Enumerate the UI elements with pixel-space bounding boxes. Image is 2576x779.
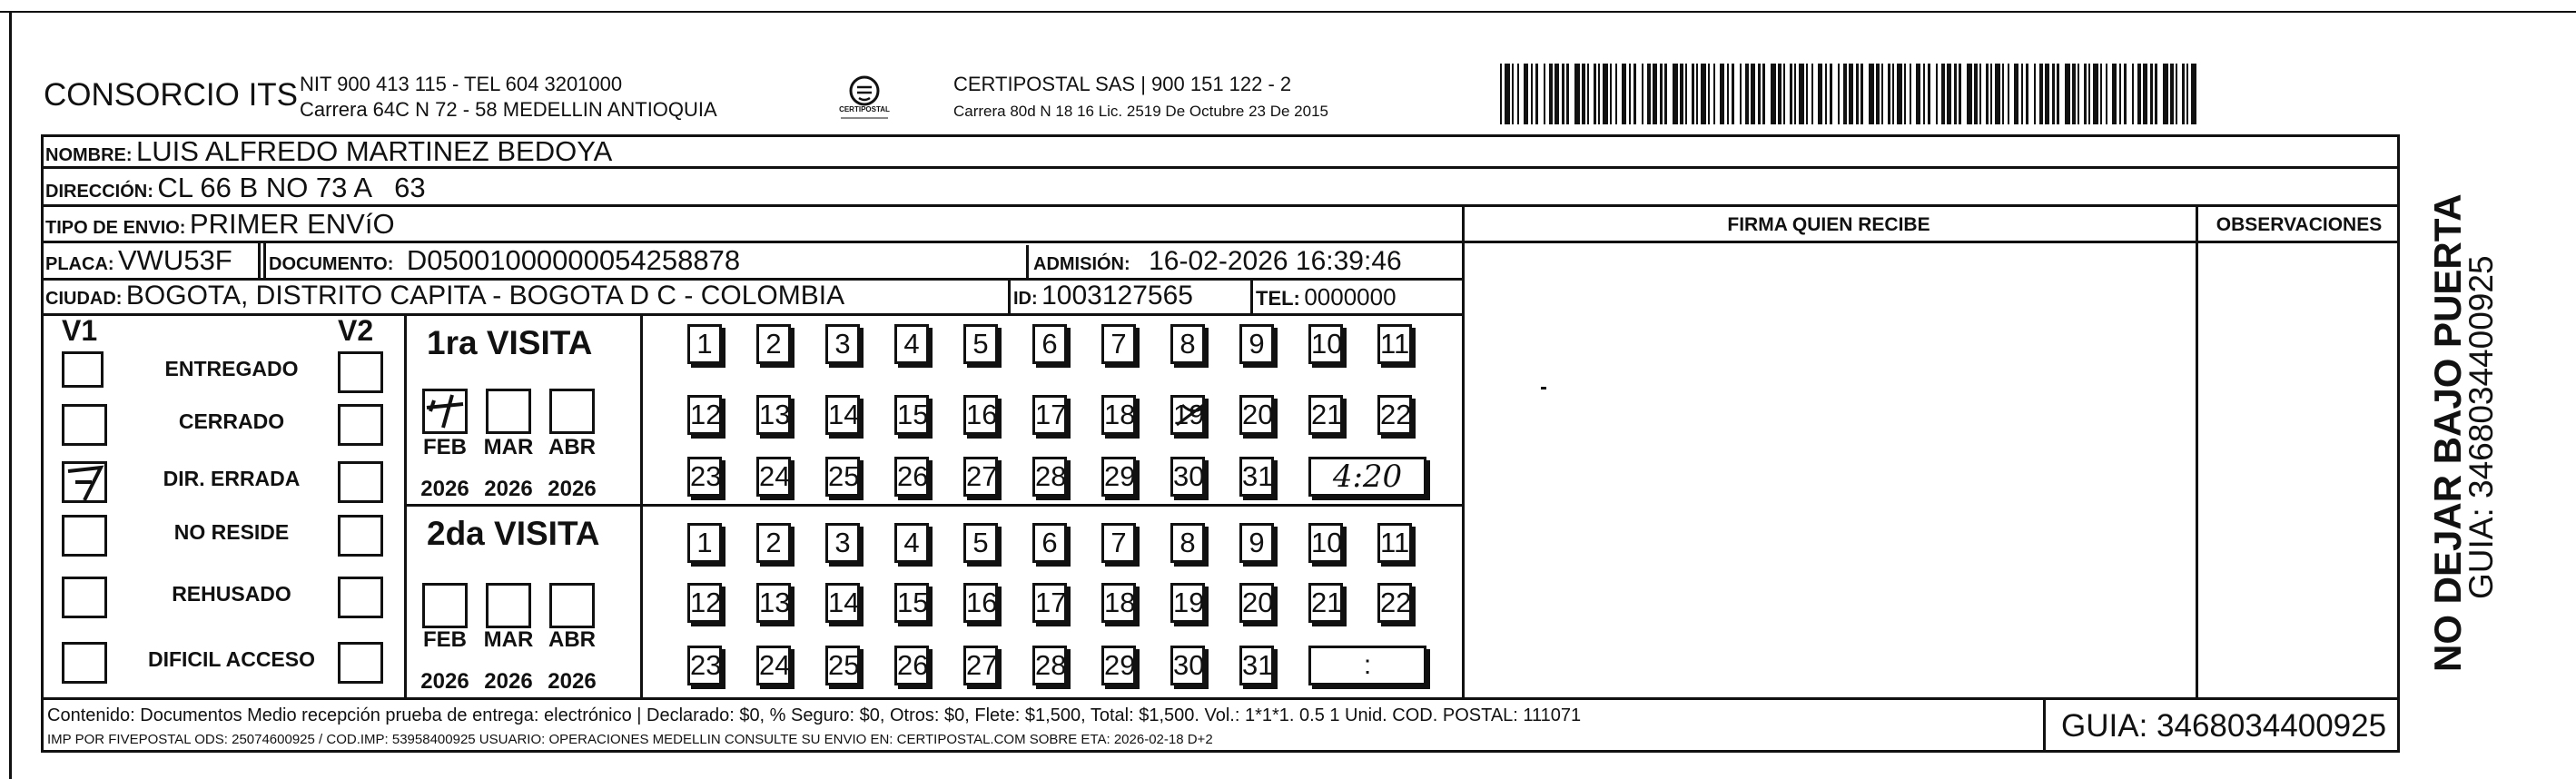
barcode-bar — [1995, 64, 2000, 124]
barcode-bar — [2078, 64, 2079, 124]
barcode-bar — [1574, 64, 1580, 124]
barcode-bar — [1622, 64, 1626, 124]
barcode-bar — [1535, 64, 1538, 124]
barcode-bar — [1778, 64, 1781, 124]
barcode-graphic — [1498, 64, 2202, 124]
day-box[interactable]: 8 — [1170, 324, 1205, 364]
cell-divider — [1250, 278, 1253, 313]
day-box[interactable]: 12 — [687, 395, 722, 435]
firma-header: FIRMA QUIEN RECIBE — [1727, 214, 1930, 235]
footer-imp: IMP POR FIVEPOSTAL ODS: 25074600925 / COD.IMP: 53958400925 USUARIO: OPERACIONES MEDELLIN CONSULTE SU ENVIO EN: CERTIPOSTAL.COM SOBRE ETA: 2026-02-18 D+2 — [47, 732, 1213, 747]
barcode-bar — [1916, 64, 1920, 124]
top-border — [0, 11, 2576, 13]
barcode-bar — [1720, 64, 1724, 124]
barcode-bar — [1974, 64, 1978, 124]
barcode-bar — [1818, 64, 1822, 124]
day-box[interactable]: 29 — [1101, 646, 1136, 685]
month-checkbox[interactable] — [486, 583, 531, 628]
row-divider — [41, 204, 2400, 207]
day-box[interactable]: 23 — [687, 457, 722, 497]
day-box[interactable]: 31 — [1239, 646, 1274, 685]
day-box[interactable]: 27 — [963, 457, 998, 497]
second-visit-title: 2da VISITA — [427, 515, 600, 552]
day-box[interactable]: 25 — [825, 646, 860, 685]
barcode-bar — [1881, 64, 1883, 124]
day-box[interactable]: 5 — [963, 324, 998, 364]
barcode-bar — [1904, 64, 1906, 124]
barcode-bar — [1888, 64, 1890, 124]
barcode-bar — [1562, 64, 1564, 124]
day-box[interactable]: 13 — [756, 395, 791, 435]
tipo-row — [45, 208, 395, 241]
day-box[interactable]: 1 — [687, 523, 722, 563]
nombre-row — [45, 135, 612, 168]
id-value: 1003127565 — [1041, 281, 1193, 311]
month-label: MAR — [483, 435, 534, 459]
barcode-bar — [1843, 64, 1847, 124]
nombre-label: NOMBRE: — [45, 145, 133, 165]
barcode-bar — [1910, 64, 1911, 124]
year-label: 2026 — [420, 477, 469, 501]
footer-contents: Contenido: Documentos Medio recepción prueba de entrega: electrónico | Declarado: $0, % Seguro: $0, Otros: $0, Flete: $1,500, Total: $1,500. Vol.: 1*1*1. 0.5 1 Unid. COD. POSTAL: 111071 — [47, 705, 1582, 725]
certipostal-logo-icon — [834, 71, 895, 125]
barcode-bar — [1701, 64, 1706, 124]
admision-cell — [1033, 246, 1402, 277]
footer-guia-divider — [2043, 697, 2046, 753]
month-label: ABR — [548, 627, 596, 652]
barcode-bar — [2186, 64, 2188, 124]
day-box[interactable]: 16 — [963, 395, 998, 435]
day-box[interactable]: 22 — [1377, 395, 1412, 435]
barcode-bar — [1680, 64, 1683, 124]
firma-divider — [1462, 204, 1465, 697]
barcode-bar — [2039, 64, 2043, 124]
placa-value: VWU53F — [118, 244, 232, 276]
tipo-label: TIPO DE ENVIO: — [45, 218, 186, 238]
company-line-1: NIT 900 413 115 - TEL 604 3201000 — [300, 73, 623, 95]
barcode-bar — [1582, 64, 1585, 124]
day-box[interactable]: 4 — [894, 523, 929, 563]
barcode-bar — [1692, 64, 1694, 124]
year-label: 2026 — [548, 669, 597, 694]
ciudad-label: CIUDAD: — [45, 289, 123, 309]
pen-dot — [1541, 387, 1546, 390]
barcode-bar — [1745, 64, 1749, 124]
barcode-bar — [2143, 64, 2147, 124]
barcode-bar — [1876, 64, 1880, 124]
documento-value: D05001000000054258878 — [406, 244, 741, 276]
carrier-line-2: Carrera 80d N 18 16 Lic. 2519 De Octubre 23 De 2015 — [953, 103, 1328, 120]
barcode-bar — [1633, 64, 1636, 124]
barcode-bar — [1740, 64, 1742, 124]
day-box[interactable]: 24 — [756, 457, 791, 497]
year-label: 2026 — [484, 669, 533, 694]
month-label: MAR — [483, 627, 534, 652]
barcode-bar — [2170, 64, 2174, 124]
barcode-bar — [1664, 64, 1667, 124]
day-box[interactable] — [1170, 395, 1205, 435]
barcode-bar — [2150, 64, 2153, 124]
visit-divider — [404, 504, 1462, 507]
day-box[interactable]: 21 — [1308, 583, 1343, 623]
barcode-bar — [1598, 64, 1600, 124]
barcode-bar — [2072, 64, 2076, 124]
month-checkbox[interactable] — [422, 389, 468, 434]
barcode-bar — [1783, 64, 1785, 124]
barcode-bar — [1549, 64, 1553, 124]
month-checkbox[interactable] — [549, 583, 595, 628]
day-box[interactable]: 18 — [1101, 395, 1136, 435]
month-checkbox[interactable] — [486, 389, 531, 434]
status-label: CERRADO — [178, 409, 285, 433]
v2-checkbox[interactable] — [338, 404, 383, 446]
v2-checkbox[interactable] — [338, 515, 383, 557]
status-label: REHUSADO — [172, 582, 291, 606]
direccion-label: DIRECCIÓN: — [45, 182, 153, 202]
barcode-bar — [2182, 64, 2185, 124]
barcode-bar — [1517, 64, 1519, 124]
barcode-bar — [1806, 64, 1808, 124]
barcode-bar — [2112, 64, 2117, 124]
id-cell — [1013, 281, 1193, 311]
day-box[interactable]: 7 — [1101, 324, 1136, 364]
barcode-bar — [2008, 64, 2009, 124]
day-box[interactable]: 1 — [687, 324, 722, 364]
ciudad-cell — [45, 281, 844, 311]
day-box[interactable]: 14 — [825, 395, 860, 435]
day-box[interactable]: 29 — [1101, 457, 1136, 497]
barcode-bar — [2034, 64, 2036, 124]
barcode-bar — [2057, 64, 2059, 124]
documento-label: DOCUMENTO: — [269, 254, 394, 274]
barcode-bar — [2026, 64, 2028, 124]
v1-checkbox[interactable] — [62, 404, 107, 446]
month-checkbox[interactable] — [549, 389, 595, 434]
barcode-bar — [2088, 64, 2090, 124]
day-box[interactable]: 6 — [1032, 523, 1067, 563]
barcode-bar — [2100, 64, 2102, 124]
left-border — [9, 11, 12, 779]
day-box[interactable]: 11 — [1377, 523, 1412, 563]
barcode-bar — [2191, 64, 2196, 124]
barcode-bar — [2124, 64, 2127, 124]
barcode-bar — [1979, 64, 1981, 124]
barcode-bar — [1967, 64, 1972, 124]
barcode-bar — [2155, 64, 2157, 124]
barcode-bar — [2106, 64, 2107, 124]
year-label: 2026 — [548, 477, 597, 501]
barcode-bar — [1856, 64, 1859, 124]
panel-header-line — [1462, 241, 2400, 243]
day-box[interactable]: 17 — [1032, 583, 1067, 623]
barcode-bar — [2052, 64, 2055, 124]
day-box[interactable]: 20 — [1239, 583, 1274, 623]
barcode-bar — [1531, 64, 1533, 124]
day-box[interactable]: 5 — [963, 523, 998, 563]
barcode-bar — [2021, 64, 2023, 124]
direccion-row — [45, 172, 426, 204]
barcode-bar — [1524, 64, 1528, 124]
barcode-bar — [1610, 64, 1612, 124]
barcode-bar — [1869, 64, 1874, 124]
first-visit-title: 1ra VISITA — [427, 324, 593, 361]
barcode-bar — [1947, 64, 1951, 124]
barcode-bar — [1936, 64, 1938, 124]
day-box[interactable]: 18 — [1101, 583, 1136, 623]
barcode-bar — [1544, 64, 1545, 124]
status-label: ENTREGADO — [164, 357, 299, 380]
barcode-bar — [2132, 64, 2134, 124]
barcode-bar — [1825, 64, 1827, 124]
barcode-bar — [1990, 64, 1992, 124]
barcode-bar — [1554, 64, 1559, 124]
barcode-bar — [2002, 64, 2004, 124]
barcode-bar — [2014, 64, 2018, 124]
month-label: FEB — [423, 435, 467, 459]
footer-guia: GUIA: 3468034400925 — [2061, 708, 2387, 744]
row-divider — [41, 313, 1462, 316]
v2-checkbox[interactable] — [338, 642, 383, 684]
barcode-bar — [1762, 64, 1765, 124]
ciudad-value: BOGOTA, DISTRITO CAPITA - BOGOTA D C - COLOMBIA — [125, 281, 845, 311]
barcode-bar — [1629, 64, 1631, 124]
barcode-bar — [1653, 64, 1657, 124]
barcode-bar — [1587, 64, 1589, 124]
barcode-bar — [1799, 64, 1804, 124]
barcode-bar — [1594, 64, 1596, 124]
barcode-bar — [2045, 64, 2049, 124]
day-box[interactable]: 11 — [1377, 324, 1412, 364]
v2-checkbox[interactable] — [338, 461, 383, 503]
v1-checkbox[interactable] — [62, 351, 104, 388]
side-warning: NO DEJAR BAJO PUERTA — [2426, 193, 2469, 672]
day-box[interactable]: 24 — [756, 646, 791, 685]
year-label: 2026 — [484, 477, 533, 501]
barcode-bar — [1794, 64, 1796, 124]
day-box[interactable]: 26 — [894, 646, 929, 685]
barcode-bar — [1751, 64, 1755, 124]
barcode-bar — [1566, 64, 1569, 124]
documento-cell — [269, 244, 740, 277]
barcode-bar — [1830, 64, 1832, 124]
day-box[interactable]: 31 — [1239, 457, 1274, 497]
v2-checkbox[interactable] — [338, 577, 383, 618]
barcode-bar — [1790, 64, 1792, 124]
barcode-bar — [1615, 64, 1617, 124]
tel-label: TEL: — [1256, 287, 1300, 310]
month-checkbox[interactable] — [422, 583, 468, 628]
admision-value: 16-02-2026 16:39:46 — [1149, 246, 1402, 276]
cell-divider — [1026, 245, 1029, 278]
admision-label: ADMISIÓN: — [1033, 254, 1130, 274]
barcode-bar — [1603, 64, 1608, 124]
day-box[interactable]: 21 — [1308, 395, 1343, 435]
certipostal-logo — [834, 71, 895, 125]
barcode-bar — [1673, 64, 1678, 124]
day-number: 19 — [1173, 399, 1205, 430]
handwritten-mark-icon — [1173, 398, 1209, 442]
day-box[interactable]: 19 — [1170, 583, 1205, 623]
day-box[interactable]: 3 — [825, 523, 860, 563]
barcode-bar — [1986, 64, 1989, 124]
day-box[interactable]: 7 — [1101, 523, 1136, 563]
day-box[interactable]: 15 — [894, 395, 929, 435]
v1-checkbox[interactable] — [62, 515, 107, 557]
day-box[interactable]: 20 — [1239, 395, 1274, 435]
direccion-value: CL 66 B NO 73 A 63 — [157, 172, 426, 203]
day-box[interactable]: 8 — [1170, 523, 1205, 563]
barcode-bar — [1642, 64, 1643, 124]
barcode-bar — [2093, 64, 2098, 124]
status-label: NO RESIDE — [173, 520, 290, 544]
day-box[interactable]: 28 — [1032, 457, 1067, 497]
day-box[interactable]: 25 — [825, 457, 860, 497]
barcode-bar — [1505, 64, 1510, 124]
day-box[interactable]: 2 — [756, 523, 791, 563]
barcode-bar — [1696, 64, 1698, 124]
tipo-value: PRIMER ENVíO — [189, 208, 395, 240]
barcode-bar — [1647, 64, 1651, 124]
cell-divider — [258, 241, 261, 278]
day-box[interactable]: 26 — [894, 457, 929, 497]
barcode-bar — [1928, 64, 1930, 124]
day-box[interactable]: 2 — [756, 324, 791, 364]
month-label: FEB — [423, 627, 467, 652]
v1-label: V1 — [62, 314, 98, 347]
day-box[interactable]: 30 — [1170, 457, 1205, 497]
tel-cell — [1256, 283, 1397, 311]
day-box[interactable]: 9 — [1239, 324, 1274, 364]
obs-divider — [2196, 204, 2198, 697]
carrier-line-1: CERTIPOSTAL SAS | 900 151 122 - 2 — [953, 73, 1292, 95]
handwritten-mark-icon — [64, 464, 106, 502]
logo-text: CERTIPOSTAL — [839, 105, 890, 113]
placa-cell — [45, 244, 232, 277]
barcode-bar — [2065, 64, 2070, 124]
side-guia: GUIA: 3468034400925 — [2462, 255, 2500, 599]
barcode-bar — [2137, 64, 2141, 124]
observaciones-header: OBSERVACIONES — [2216, 214, 2383, 235]
visit-time-box[interactable]: : — [1308, 646, 1426, 685]
day-box[interactable]: 6 — [1032, 324, 1067, 364]
barcode-bar — [2084, 64, 2087, 124]
barcode-bar — [2176, 64, 2177, 124]
barcode-bar — [1512, 64, 1514, 124]
v1-checkbox[interactable] — [62, 577, 107, 618]
day-box[interactable]: 28 — [1032, 646, 1067, 685]
tel-value: 0000000 — [1304, 283, 1397, 311]
barcode-bar — [1685, 64, 1687, 124]
id-label: ID: — [1013, 289, 1038, 309]
company-line-2: Carrera 64C N 72 - 58 MEDELLIN ANTIOQUIA — [300, 98, 717, 121]
barcode-bar — [1860, 64, 1863, 124]
status-label: DIFICIL ACCESO — [147, 647, 315, 671]
barcode-bar — [1771, 64, 1776, 124]
barcode-bar — [1941, 64, 1945, 124]
day-box[interactable]: 22 — [1377, 583, 1412, 623]
cell-divider — [1008, 278, 1011, 313]
barcode-bar — [1713, 64, 1715, 124]
barcode-bar — [1708, 64, 1710, 124]
status-label: DIR. ERRADA — [163, 467, 301, 490]
day-box[interactable]: 15 — [894, 583, 929, 623]
v1-checkbox[interactable] — [62, 642, 107, 684]
company-name: CONSORCIO ITS — [44, 77, 299, 113]
barcode-bar — [2119, 64, 2121, 124]
day-box[interactable]: 14 — [825, 583, 860, 623]
barcode-bar — [1732, 64, 1734, 124]
day-box[interactable]: 10 — [1308, 523, 1343, 563]
barcode-bar — [1897, 64, 1902, 124]
day-box[interactable]: 4 — [894, 324, 929, 364]
v1-checkbox[interactable] — [62, 461, 107, 503]
day-box[interactable]: 12 — [687, 583, 722, 623]
barcode-bar — [1923, 64, 1925, 124]
day-box[interactable]: 9 — [1239, 523, 1274, 563]
nombre-value: LUIS ALFREDO MARTINEZ BEDOYA — [136, 135, 613, 167]
day-box[interactable]: 27 — [963, 646, 998, 685]
barcode — [1498, 64, 2202, 124]
day-box[interactable]: 13 — [756, 583, 791, 623]
barcode-bar — [1954, 64, 1957, 124]
barcode-bar — [1892, 64, 1894, 124]
barcode-bar — [1500, 64, 1502, 124]
barcode-bar — [1838, 64, 1840, 124]
year-label: 2026 — [420, 669, 469, 694]
barcode-bar — [1959, 64, 1961, 124]
handwritten-mark-icon — [425, 391, 467, 433]
day-box[interactable]: 3 — [825, 324, 860, 364]
barcode-bar — [1811, 64, 1813, 124]
month-label: ABR — [548, 435, 596, 459]
cell-divider — [263, 241, 266, 278]
day-box[interactable]: 16 — [963, 583, 998, 623]
barcode-bar — [1660, 64, 1663, 124]
v2-label: V2 — [338, 314, 374, 347]
day-box[interactable]: 23 — [687, 646, 722, 685]
barcode-bar — [2163, 64, 2168, 124]
row-divider — [41, 241, 1462, 243]
barcode-bar — [1758, 64, 1761, 124]
day-box[interactable]: 10 — [1308, 324, 1343, 364]
day-box[interactable]: 17 — [1032, 395, 1067, 435]
day-box[interactable]: 30 — [1170, 646, 1205, 685]
barcode-bar — [1849, 64, 1853, 124]
footer-divider — [41, 697, 2400, 700]
placa-label: PLACA: — [45, 254, 114, 274]
v2-checkbox[interactable] — [338, 351, 383, 393]
barcode-bar — [1727, 64, 1729, 124]
visit-time-box[interactable]: 4:20 — [1308, 457, 1426, 497]
